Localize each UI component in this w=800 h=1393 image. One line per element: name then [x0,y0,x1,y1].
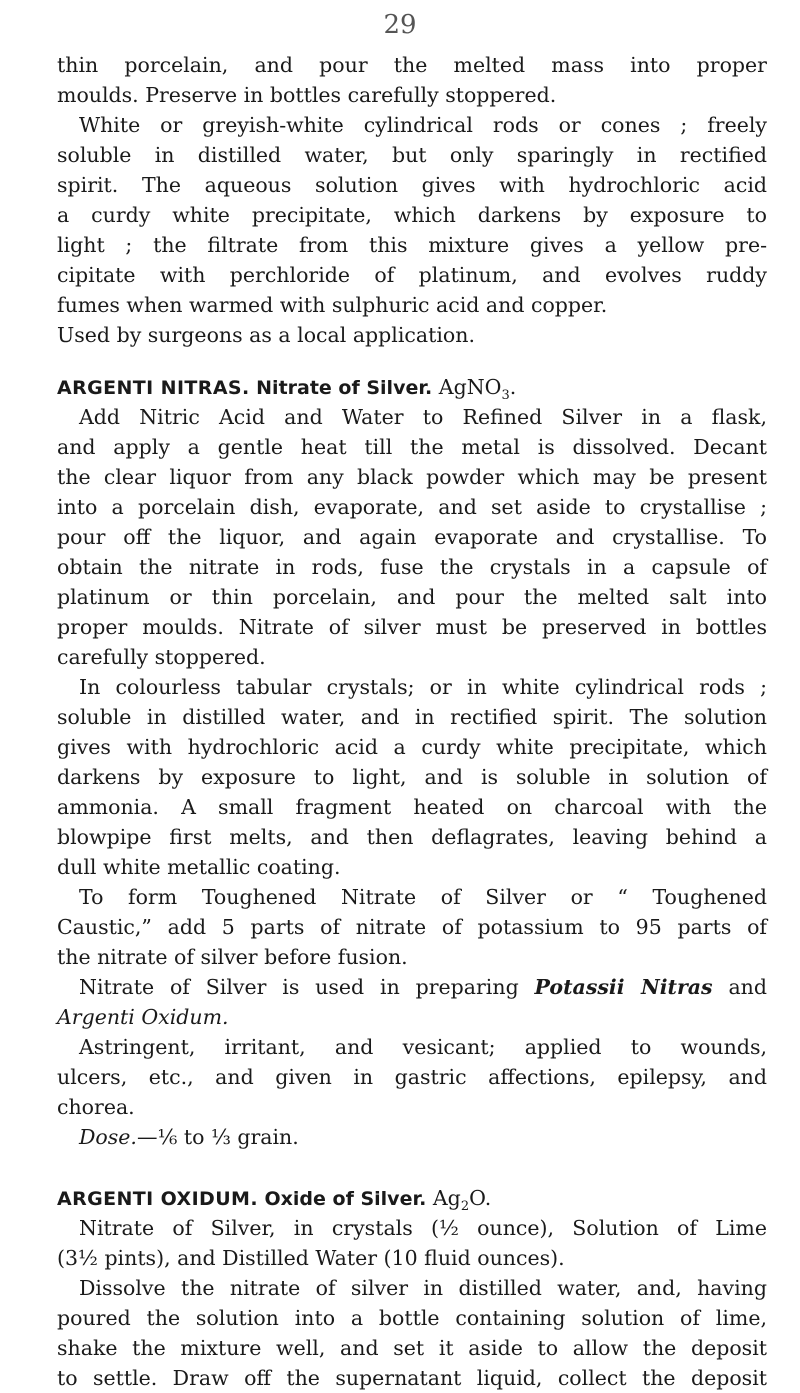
page-number: 29 [383,10,417,40]
text-line: poured the solution into a bottle containing solution of lime, [57,1306,767,1330]
text-line: moulds. Preserve in bottles carefully stoppered. [57,83,557,107]
text-line: White or greyish-white cylindrical rods or cones ; freely [79,113,767,137]
section-argenti-nitras [57,372,767,1152]
section-heading [57,1183,767,1213]
text-line: soluble in distilled water, but only sparingly in rectified [57,143,767,167]
text-line: Dissolve the nitrate of silver in distilled water, and, having [79,1276,767,1300]
chemical-formula: $Ag_2O$. [432,1186,492,1215]
text-line: darkens by exposure to light, and is soluble in solution of [57,765,767,789]
text-line: (3½ pints), and Distilled Water (10 fluid ounces). [57,1246,565,1270]
section-argenti-oxidum [57,1183,767,1393]
text-line: cipitate with perchloride of platinum, and evolves ruddy [57,263,767,287]
text-line: fumes when warmed with sulphuric acid and copper. [57,293,608,317]
text-line: carefully stoppered. [57,645,266,669]
text-line: Used by surgeons as a local application. [57,323,475,347]
dose-label: Dose. [79,1125,137,1149]
text-line: Nitrate of Silver is used in preparing Potassii Nitras and [79,975,767,999]
text-line: gives with hydrochloric acid a curdy white precipitate, which [57,735,767,759]
text-line: proper moulds. Nitrate of silver must be preserved in bottles [57,615,767,639]
section-heading [57,372,767,402]
heading-title: ARGENTI NITRAS. [57,377,250,399]
text-line: dull white metallic coating. [57,855,341,879]
text-line: to settle. Draw off the supernatant liquid, collect the deposit [57,1366,767,1390]
text-line: light ; the filtrate from this mixture gives a yellow pre- [57,233,767,257]
heading-name: Nitrate of Silver. [256,377,433,399]
heading-name: Oxide of Silver. [264,1188,427,1210]
text-line: In colourless tabular crystals; or in white cylindrical rods ; [79,675,767,699]
text-line: To form Toughened Nitrate of Silver or “ Toughened [79,885,767,909]
text-line: ammonia. A small fragment heated on charcoal with the [57,795,767,819]
text-line: spirit. The aqueous solution gives with hydrochloric acid [57,173,767,197]
text-line: the clear liquor from any black powder which may be present [57,465,767,489]
text-line: pour off the liquor, and again evaporate and crystallise. To [57,525,767,549]
chemical-formula: AgNO$_3$. [438,375,517,404]
text-line: Caustic,” add 5 parts of nitrate of potassium to 95 parts of [57,915,767,939]
text-line: Add Nitric Acid and Water to Refined Silver in a flask, [79,405,767,429]
text-line: shake the mixture well, and set it aside to allow the deposit [57,1336,767,1360]
italic-term: Potassii Nitras [534,975,713,999]
dose-line: Dose.—⅙ to ⅓ grain. [79,1125,299,1149]
text-line: thin porcelain, and pour the melted mass into proper [57,53,767,77]
text-line: ulcers, etc., and given in gastric affections, epilepsy, and [57,1065,767,1089]
text-line: Astringent, irritant, and vesicant; applied to wounds, [79,1035,767,1059]
text-line: Nitrate of Silver, in crystals (½ ounce), Solution of Lime [79,1216,767,1240]
text-line: the nitrate of silver before fusion. [57,945,408,969]
text-line: blowpipe first melts, and then deflagrates, leaving behind a [57,825,767,849]
heading-title: ARGENTI OXIDUM. [57,1188,258,1210]
text-line: soluble in distilled water, and in rectified spirit. The solution [57,705,767,729]
text-line: platinum or thin porcelain, and pour the melted salt into [57,585,767,609]
text-line: into a porcelain dish, evaporate, and set aside to crystallise ; [57,495,767,519]
text-line: a curdy white precipitate, which darkens by exposure to [57,203,767,227]
text-line: chorea. [57,1095,135,1119]
text-line: obtain the nitrate in rods, fuse the crystals in a capsule of [57,555,767,579]
italic-term: Argenti Oxidum. [57,1005,229,1029]
page-body [57,50,767,350]
text-line: and apply a gentle heat till the metal is dissolved. Decant [57,435,767,459]
